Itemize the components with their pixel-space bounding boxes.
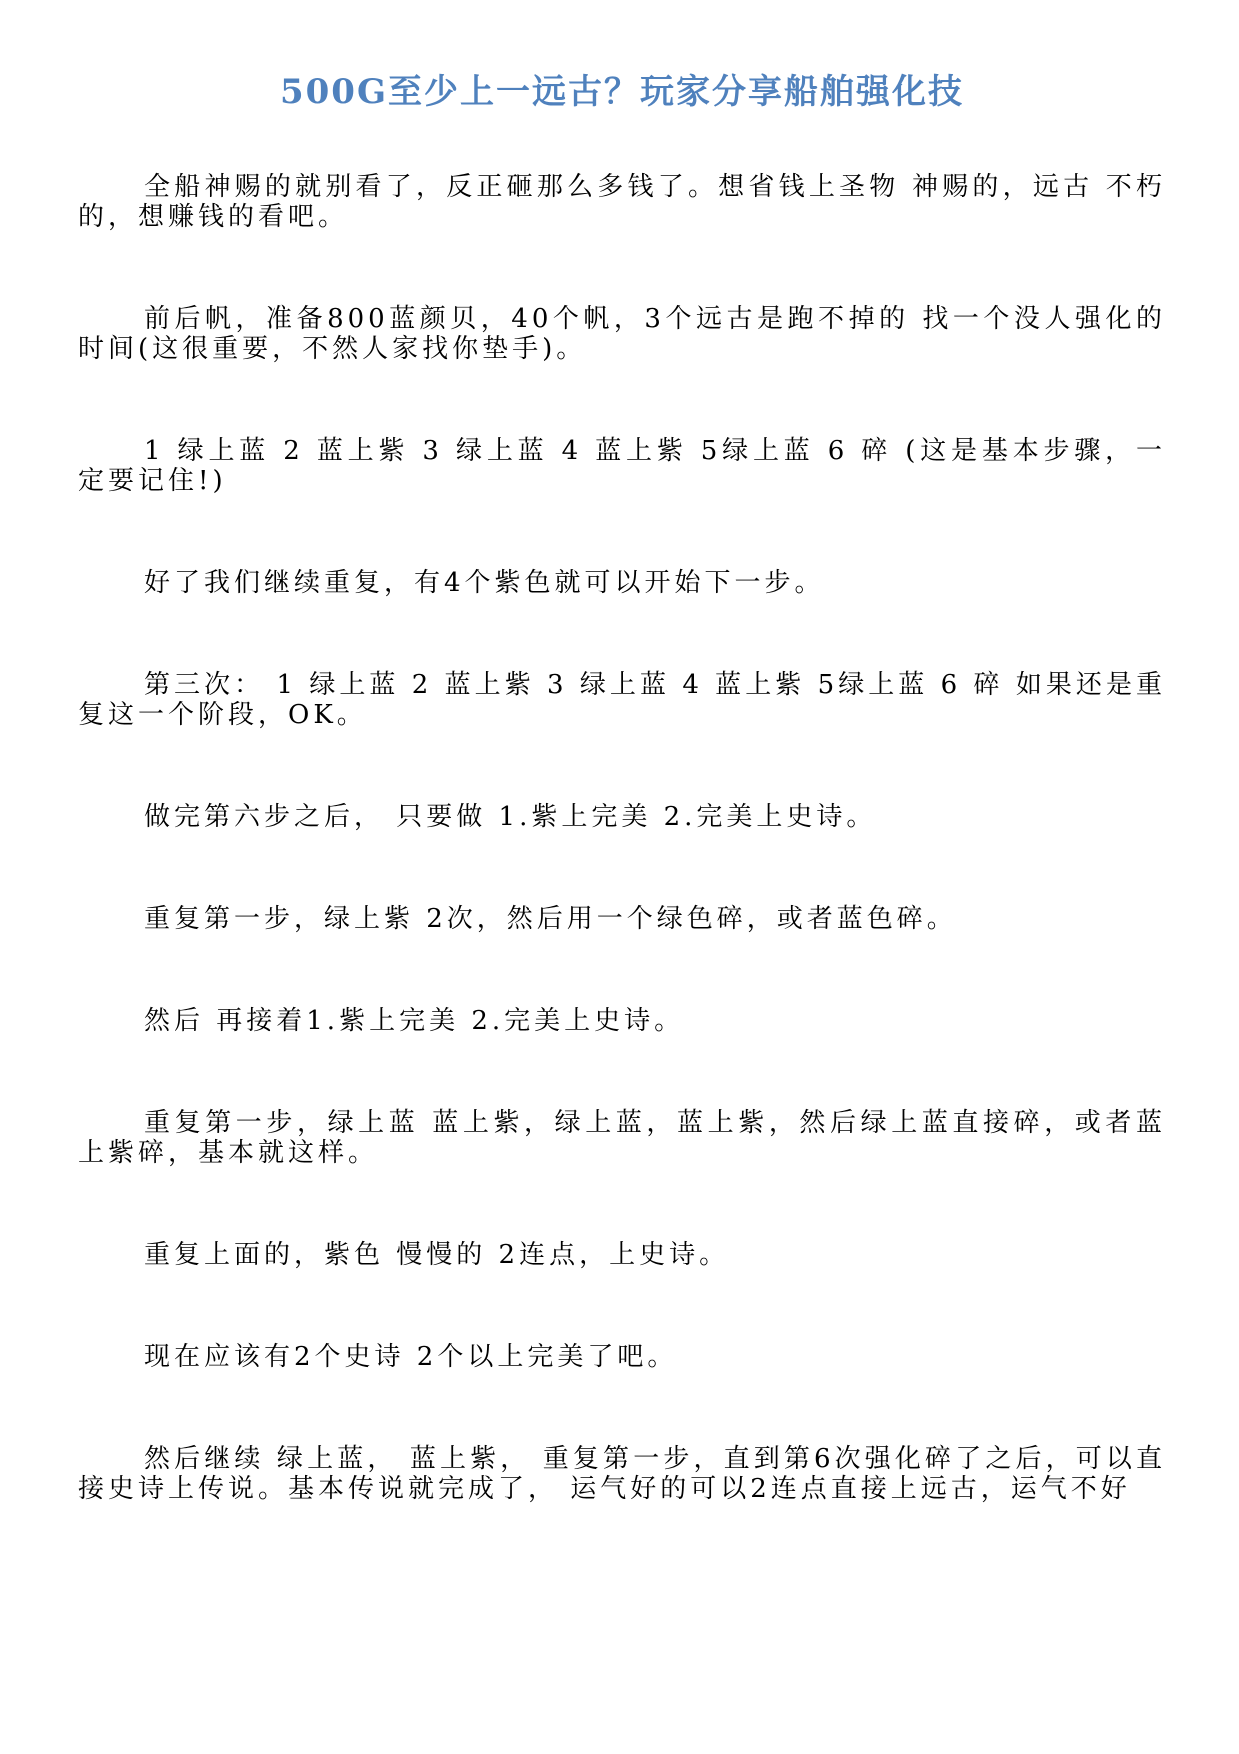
- paragraph-5: 第三次： 1 绿上蓝 2 蓝上紫 3 绿上蓝 4 蓝上紫 5绿上蓝 6 碎 如果还是重复这一个阶段，OK。: [78, 670, 1166, 730]
- paragraph-8: 然后 再接着1.紫上完美 2.完美上史诗。: [144, 1006, 685, 1036]
- paragraph-2: 前后帆，准备800蓝颜贝，40个帆，3个远古是跑不掉的 找一个没人强化的时间(这很重要，不然人家找你垫手)。: [78, 304, 1166, 364]
- document-body: [78, 172, 1166, 1504]
- paragraph-6: 做完第六步之后， 只要做 1.紫上完美 2.完美上史诗。: [144, 802, 877, 832]
- paragraph-3: 1 绿上蓝 2 蓝上紫 3 绿上蓝 4 蓝上紫 5绿上蓝 6 碎 (这是基本步骤，一定要记住!): [78, 436, 1166, 496]
- document-title: 500G至少上一远古？玩家分享船舶强化技: [279, 72, 964, 112]
- paragraph-9: 重复第一步，绿上蓝 蓝上紫，绿上蓝，蓝上紫，然后绿上蓝直接碎，或者蓝上紫碎，基本就这样。: [78, 1108, 1166, 1168]
- paragraph-10: 重复上面的，紫色 慢慢的 2连点，上史诗。: [144, 1240, 730, 1270]
- paragraph-4: 好了我们继续重复，有4个紫色就可以开始下一步。: [144, 568, 825, 598]
- paragraph-1: 全船神赐的就别看了，反正砸那么多钱了。想省钱上圣物 神赐的，远古 不朽的，想赚钱的看吧。: [78, 172, 1166, 232]
- paragraph-12: 然后继续 绿上蓝， 蓝上紫， 重复第一步，直到第6次强化碎了之后，可以直接史诗上传说。基本传说就完成了， 运气好的可以2连点直接上远古，运气不好: [78, 1444, 1166, 1504]
- paragraph-11: 现在应该有2个史诗 2个以上完美了吧。: [144, 1342, 678, 1372]
- paragraph-7: 重复第一步，绿上紫 2次，然后用一个绿色碎，或者蓝色碎。: [144, 904, 957, 934]
